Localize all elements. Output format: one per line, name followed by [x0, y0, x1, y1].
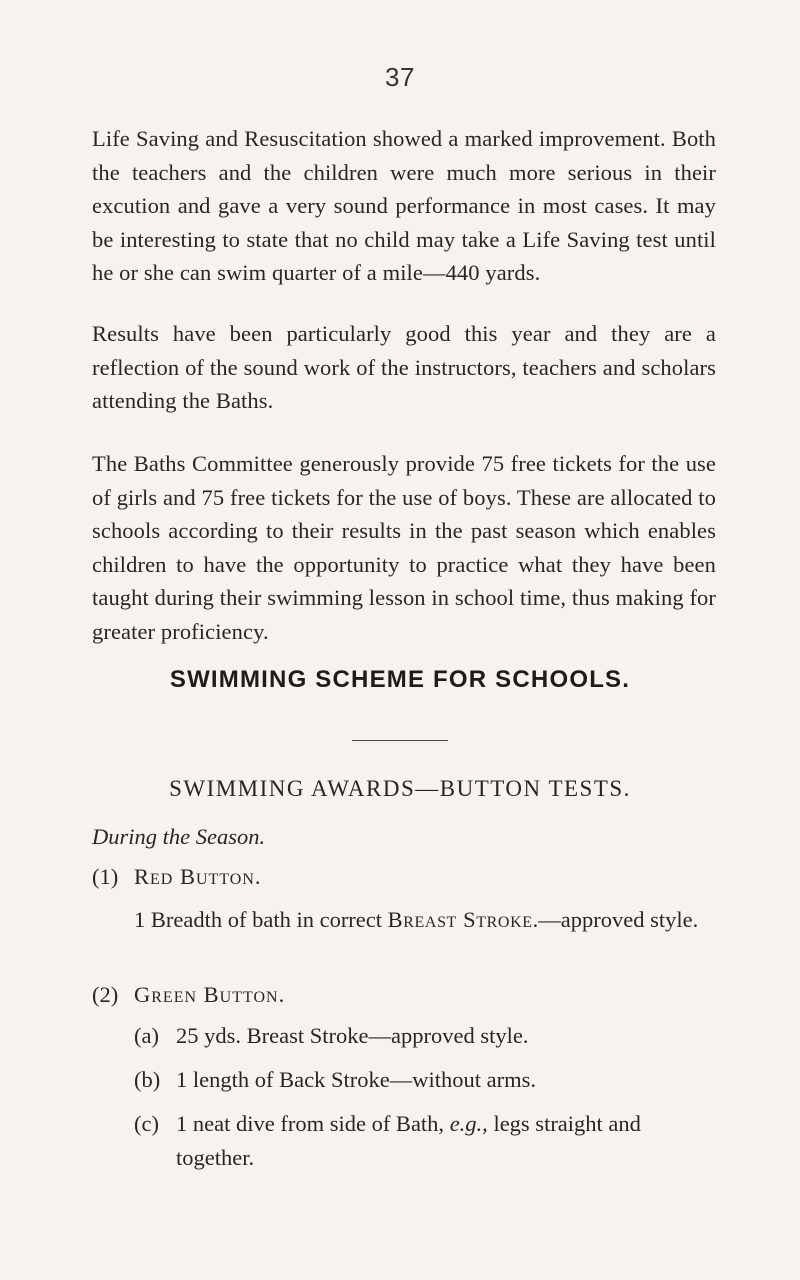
sub-item-label: (a)	[134, 1023, 159, 1048]
paragraph-baths-committee: The Baths Committee generously provide 75 free tickets for the use of girls and 75 free tickets for the use of boys. These are allocated to schools according to their results in the past season which enables children to have the opportunity to practice what they have been taught during their swimming lesson in school time, thus making for greater proficiency.	[92, 451, 716, 644]
divider-rule	[352, 740, 448, 741]
sub-item-emphasis: e.g.,	[449, 1111, 488, 1136]
paragraph-results: Results have been particularly good this year and they are a reflection of the sound work of the instructors, teachers and scholars attending the Baths.	[92, 321, 716, 413]
sub-item-label: (b)	[134, 1067, 161, 1092]
green-button-requirement-a	[134, 1019, 716, 1053]
page-number: 37	[385, 62, 415, 92]
sub-item-text: 25 yds. Breast Stroke—approved style.	[176, 1023, 529, 1048]
paragraph-life-saving: Life Saving and Resuscitation showed a marked improvement. Both the teachers and the children were much more serious in their excution and gave a very sound performance in most cases. It may be interesting to state that no child may take a Life Saving test until he or she can swim quarter of a mile—440 yards.	[92, 126, 716, 285]
requirement-text: 1 Breadth of bath in correct	[134, 907, 388, 932]
item-number: (1)	[92, 864, 119, 889]
green-button-requirement-c	[134, 1107, 716, 1174]
awards-heading: SWIMMING AWARDS—BUTTON TESTS.	[169, 776, 631, 801]
red-button-requirement	[134, 903, 716, 937]
sub-item-text: 1 length of Back Stroke—without arms.	[176, 1067, 536, 1092]
season-label: During the Season.	[92, 824, 266, 849]
green-button-heading	[92, 982, 285, 1008]
scheme-heading: SWIMMING SCHEME FOR SCHOOLS.	[169, 666, 631, 693]
green-button-requirement-b	[134, 1063, 716, 1097]
stroke-name: Breast Stroke	[387, 907, 533, 932]
sub-item-text	[176, 1107, 716, 1174]
sub-item-text-part: legs straight and together.	[176, 1111, 641, 1170]
item-title: Green Button.	[134, 982, 286, 1007]
sub-item-text-part: 1 neat dive from side of Bath,	[176, 1111, 450, 1136]
sub-item-label: (c)	[134, 1111, 159, 1136]
requirement-text: .—approved style.	[532, 907, 699, 932]
red-button-heading	[92, 864, 262, 890]
item-title: Red Button.	[134, 864, 262, 889]
item-number: (2)	[92, 982, 119, 1007]
